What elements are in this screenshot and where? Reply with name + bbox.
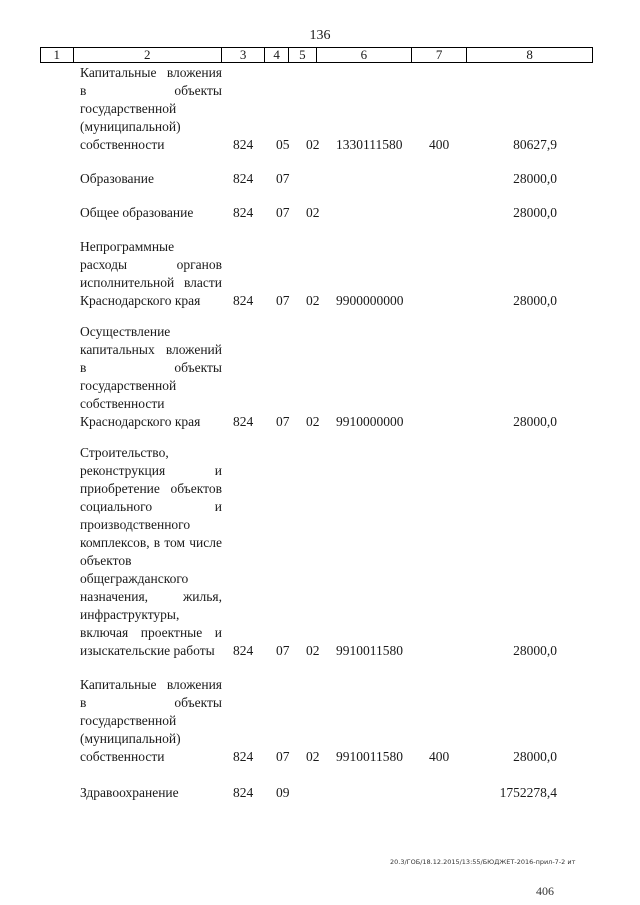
table-row xyxy=(0,782,640,802)
row-code-4: 05 xyxy=(276,137,290,152)
table-row xyxy=(0,323,640,431)
row-amount: 28000,0 xyxy=(513,293,557,308)
row-name: Здравоохранение xyxy=(80,785,179,800)
row-code-3: 824 xyxy=(233,414,254,429)
row-code-4: 07 xyxy=(276,171,290,186)
row-code-5: 02 xyxy=(306,414,320,429)
row-code-4: 07 xyxy=(276,749,290,764)
row-code-4: 07 xyxy=(276,205,290,220)
column-header-6: 6 xyxy=(316,48,411,63)
column-header-2: 2 xyxy=(73,48,221,63)
row-code-6: 9910011580 xyxy=(336,749,403,764)
row-code-3: 824 xyxy=(233,749,254,764)
row-amount: 28000,0 xyxy=(513,749,557,764)
column-header-4: 4 xyxy=(265,48,289,63)
column-header-5: 5 xyxy=(289,48,317,63)
row-amount: 80627,9 xyxy=(513,137,557,152)
row-code-4: 09 xyxy=(276,785,290,800)
row-code-6: 9910000000 xyxy=(336,414,404,429)
row-name: Общее образование xyxy=(80,205,194,220)
row-amount: 28000,0 xyxy=(513,643,557,658)
table-row xyxy=(0,168,640,188)
row-code-6: 9910011580 xyxy=(336,643,403,658)
row-code-5: 02 xyxy=(306,293,320,308)
row-code-3: 824 xyxy=(233,137,254,152)
row-name: Осуществление капитальных вложений в объекты государственной собственности Краснодарского края xyxy=(80,324,222,429)
row-amount: 28000,0 xyxy=(513,414,557,429)
row-amount: 28000,0 xyxy=(513,205,557,220)
row-amount: 28000,0 xyxy=(513,171,557,186)
footer-file-stamp: 20.3/ГОБ/18.12.2015/13:55/БЮДЖЕТ-2016-прил-7-2 ит xyxy=(390,858,576,866)
row-code-7: 400 xyxy=(429,137,450,152)
table-row xyxy=(0,65,640,154)
row-code-7: 400 xyxy=(429,749,450,764)
column-header-8: 8 xyxy=(467,48,593,63)
row-amount: 1752278,4 xyxy=(499,785,557,800)
table-row xyxy=(0,238,640,310)
row-code-3: 824 xyxy=(233,205,254,220)
row-code-5: 02 xyxy=(306,749,320,764)
row-name: Строительство, реконструкция и приобретение объектов социального и производственного комплексов, в том числе объектов общегражданского назначения, жилья, инфраструктуры, включая проектные и изыскательские работы xyxy=(80,445,222,658)
row-code-4: 07 xyxy=(276,293,290,308)
table-row xyxy=(0,676,640,766)
row-code-3: 824 xyxy=(233,293,254,308)
row-code-3: 824 xyxy=(233,785,254,800)
page-number: 136 xyxy=(309,28,331,43)
row-code-5: 02 xyxy=(306,643,320,658)
row-name: Образование xyxy=(80,171,154,186)
table-row xyxy=(0,202,640,222)
row-code-6: 9900000000 xyxy=(336,293,404,308)
footer-page-number: 406 xyxy=(536,884,554,898)
row-code-5: 02 xyxy=(306,137,320,152)
column-header-row xyxy=(40,47,593,63)
row-code-4: 07 xyxy=(276,414,290,429)
row-name: Непрограммные расходы органов исполнительной власти Краснодарского края xyxy=(80,239,222,308)
row-code-6: 1330111580 xyxy=(336,137,403,152)
row-code-3: 824 xyxy=(233,171,254,186)
column-header-3: 3 xyxy=(221,48,264,63)
row-code-4: 07 xyxy=(276,643,290,658)
column-header-7: 7 xyxy=(412,48,467,63)
row-name: Капитальные вложения в объекты государственной (муниципальной) собственности xyxy=(80,677,222,764)
table-row xyxy=(0,444,640,660)
row-name: Капитальные вложения в объекты государственной (муниципальной) собственности xyxy=(80,65,222,152)
row-code-3: 824 xyxy=(233,643,254,658)
column-header-1: 1 xyxy=(41,48,74,63)
row-code-5: 02 xyxy=(306,205,320,220)
